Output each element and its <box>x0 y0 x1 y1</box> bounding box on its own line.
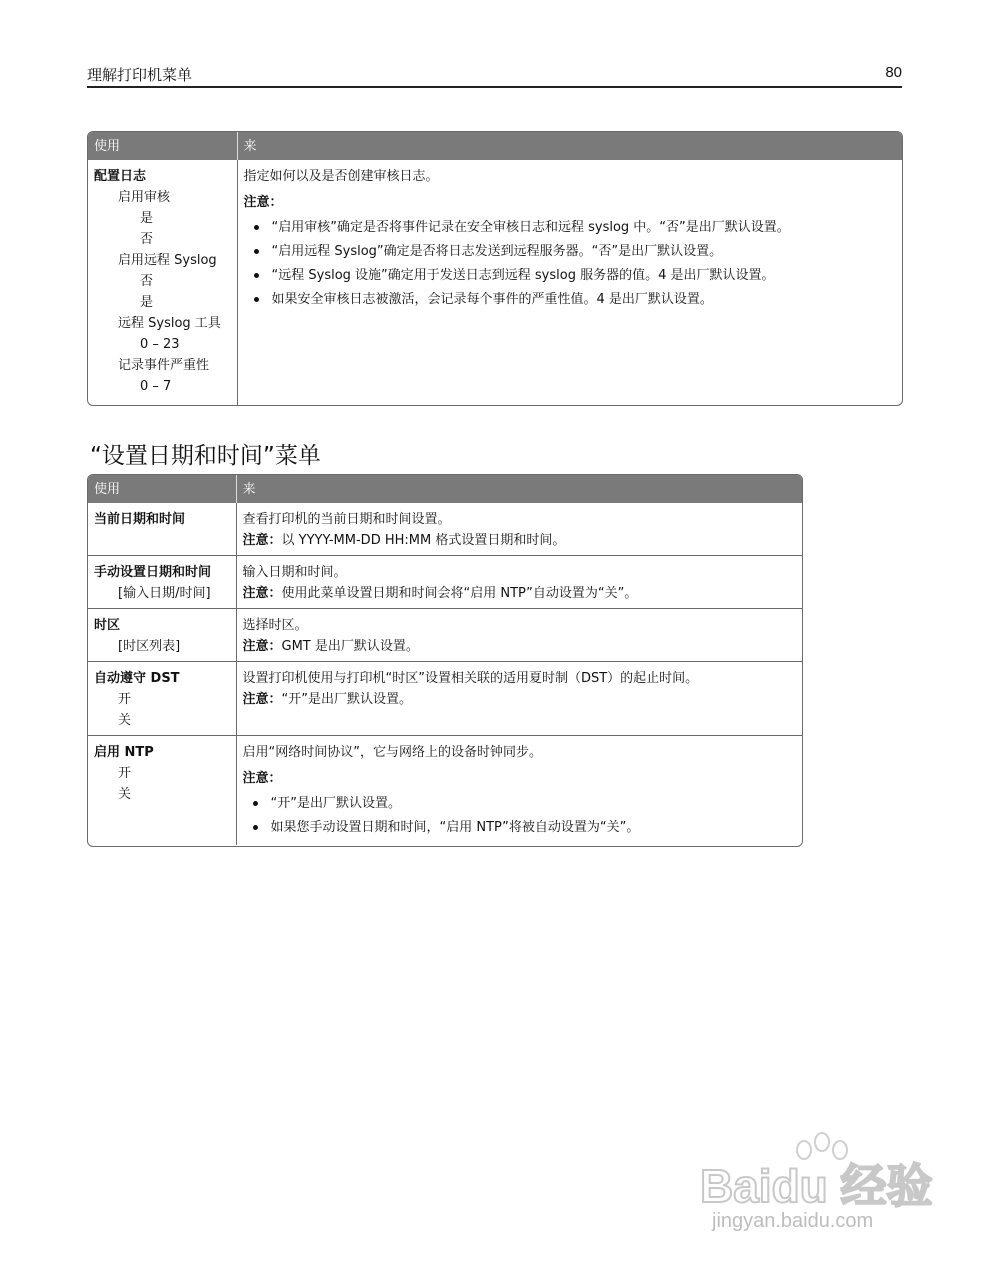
note-text: 使用此菜单设置日期和时间会将“启用 NTP”自动设置为“关”。 <box>281 586 638 601</box>
value: 是 <box>140 211 154 226</box>
note-text: GMT 是出厂默认设置。 <box>281 639 419 654</box>
note-item: 如果安全审核日志被激活，会记录每个事件的严重性值。4 是出厂默认设置。 <box>244 289 897 310</box>
menu-item-cell <box>88 662 236 736</box>
date-time-table <box>87 474 803 847</box>
note-item: “远程 Syslog 设施”确定用于发送日志到远程 syslog 服务器的值。4 是出厂默认设置。 <box>244 265 897 286</box>
description-cell <box>236 662 802 736</box>
menu-item-title: 自动遵守 DST <box>94 671 180 686</box>
menu-item-title: 当前日期和时间 <box>94 512 186 527</box>
description: 指定如何以及是否创建审核日志。 <box>243 169 439 184</box>
option-enable-remote-syslog: 启用远程 Syslog <box>118 253 217 268</box>
description-cell <box>236 556 802 609</box>
note-text: 以 YYYY-MM-DD HH:MM 格式设置日期和时间。 <box>281 533 566 548</box>
description: 查看打印机的当前日期和时间设置。 <box>242 512 451 527</box>
description: 启用“网络时间协议”，它与网络上的设备时钟同步。 <box>242 745 542 760</box>
value: 是 <box>140 295 154 310</box>
note-item: “启用远程 Syslog”确定是否将日志发送到远程服务器。“否”是出厂默认设置。 <box>244 241 897 262</box>
column-header-to: 来 <box>236 475 802 503</box>
note-label: 注意： <box>242 771 282 786</box>
option-value: 开 <box>118 692 132 707</box>
menu-item-title: 启用 NTP <box>94 745 154 760</box>
note-label: 注意： <box>243 195 283 210</box>
column-header-use: 使用 <box>88 132 237 160</box>
menu-item-cell <box>88 160 237 406</box>
running-title: 理解打印机菜单 <box>87 66 193 84</box>
menu-item-cell <box>88 556 236 609</box>
menu-item-title: 时区 <box>94 618 121 633</box>
audit-log-table <box>87 131 903 406</box>
note-label: 注意： <box>242 639 282 654</box>
menu-item-cell <box>88 609 236 662</box>
description-cell <box>236 503 802 556</box>
section-heading: “设置日期和时间”菜单 <box>90 443 321 469</box>
column-header-to: 来 <box>237 132 902 160</box>
note-item: 如果您手动设置日期和时间，“启用 NTP”将被自动设置为“关”。 <box>243 817 797 838</box>
column-header-use: 使用 <box>88 475 236 503</box>
note-label: 注意： <box>242 533 282 548</box>
value: 否 <box>140 274 154 289</box>
note-label: 注意： <box>242 586 282 601</box>
description: 输入日期和时间。 <box>242 565 347 580</box>
page-header <box>87 62 902 88</box>
description: 选择时区。 <box>242 618 308 633</box>
note-text: “开”是出厂默认设置。 <box>281 692 412 707</box>
option-value: [时区列表] <box>118 639 181 654</box>
option-value: [输入日期/时间] <box>118 586 211 601</box>
value-range: 0 – 23 <box>140 337 180 352</box>
option-enable-audit: 启用审核 <box>118 190 171 205</box>
menu-item-cell <box>88 736 236 846</box>
option-value: 开 <box>118 766 132 781</box>
note-list <box>243 793 797 838</box>
option-value: 关 <box>118 713 132 728</box>
watermark-url: jingyan.baidu.com <box>712 1210 874 1232</box>
option-remote-syslog-facility: 远程 Syslog 工具 <box>118 316 221 331</box>
menu-item-title: 手动设置日期和时间 <box>94 565 212 580</box>
value: 否 <box>140 232 154 247</box>
note-item: “启用审核”确定是否将事件记录在安全审核日志和远程 syslog 中。“否”是出厂默认设置。 <box>244 217 897 238</box>
value-range: 0 – 7 <box>140 379 172 394</box>
page-number: 80 <box>885 64 902 81</box>
option-value: 关 <box>118 787 132 802</box>
watermark-brand: Baidu 经验 <box>700 1160 933 1212</box>
menu-item-title: 配置日志 <box>94 169 147 184</box>
note-item: “开”是出厂默认设置。 <box>243 793 797 814</box>
option-log-event-severity: 记录事件严重性 <box>118 358 210 373</box>
description-cell <box>237 160 902 406</box>
note-label: 注意： <box>242 692 282 707</box>
baidu-watermark <box>690 1130 950 1240</box>
description-cell <box>236 736 802 846</box>
description-cell <box>236 609 802 662</box>
description: 设置打印机使用与打印机“时区”设置相关联的适用夏时制（DST）的起止时间。 <box>242 671 699 686</box>
menu-item-cell <box>88 503 236 556</box>
note-list <box>244 217 897 310</box>
